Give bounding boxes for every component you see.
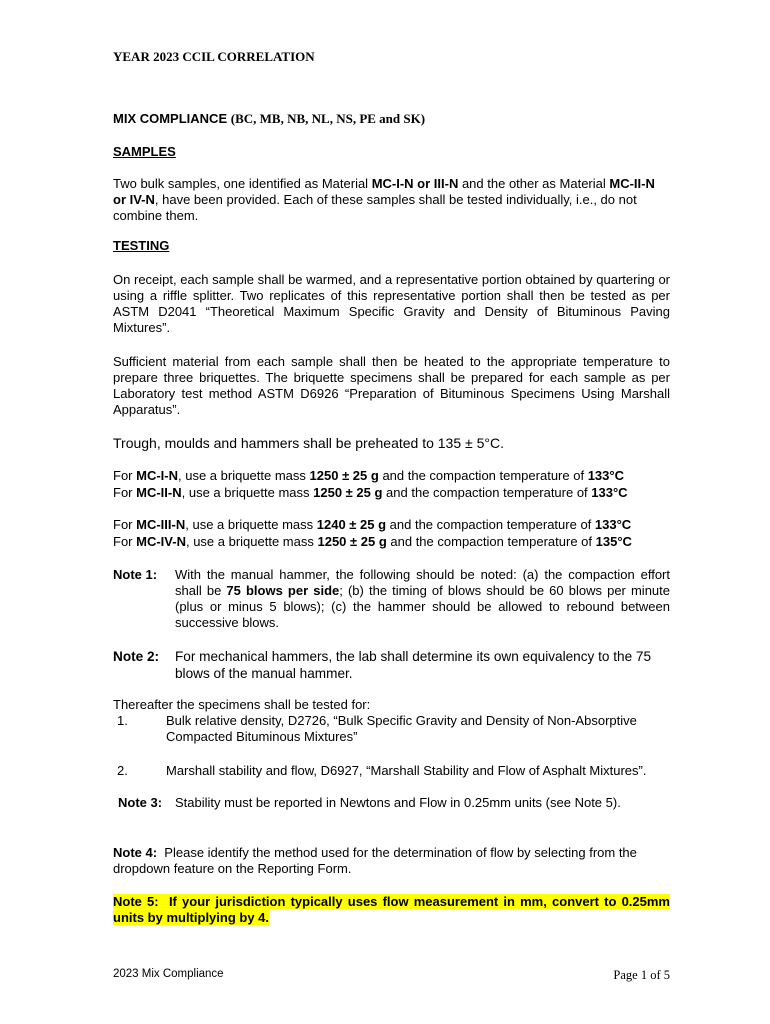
material-line-2	[113, 485, 670, 501]
mat-prefix: For	[113, 485, 137, 500]
mat-name: MC-III-N	[136, 517, 186, 532]
note-4-body: Please identify the method used for the determination of flow by selecting from the dropdown feature on the Reporting Form.	[113, 845, 637, 876]
note-2-label: Note 2:	[113, 649, 160, 664]
note-1-text-a: With the manual hammer, the following should be noted: (a) the compaction effort shall be	[175, 567, 670, 598]
mat-mid: , use a briquette mass	[181, 485, 314, 500]
note-3-body: Stability must be reported in Newtons and Flow in 0.25mm units (see Note 5).	[175, 795, 621, 810]
mix-compliance-title: MIX COMPLIANCE	[113, 111, 228, 126]
mat-temp: 133°C	[591, 485, 628, 500]
note-5-highlight	[113, 894, 670, 925]
mat-mass: 1240 ± 25 g	[316, 517, 387, 532]
samples-text-1: Two bulk samples, one identified as Material	[113, 176, 372, 191]
mat-mid: , use a briquette mass	[185, 534, 318, 549]
mat-temp: 133°C	[587, 468, 624, 483]
mat-prefix: For	[113, 534, 137, 549]
note-2-body: For mechanical hammers, the lab shall determine its own equivalency to the 75 blows of the manual hammer.	[175, 649, 652, 681]
note-5-body: If your jurisdiction typically uses flow measurement in mm, convert to 0.25mm units by multiplying by 4.	[113, 894, 670, 925]
testing-heading: TESTING	[113, 238, 170, 253]
item-number: 2.	[117, 763, 128, 778]
note-1-text-b: ; (b) the timing of blows should be 60 blows per minute (plus or minus 5 blows); (c) the hammer should be allowed to rebound between successive blows.	[175, 583, 670, 630]
material-line-3	[113, 517, 670, 533]
mat-prefix: For	[113, 468, 137, 483]
mat-mass: 1250 ± 25 g	[317, 534, 387, 549]
document-page	[113, 0, 670, 1024]
note-1-bold: 75 blows per side	[226, 583, 340, 598]
mat-mid2: and the compaction temperature of	[378, 468, 588, 483]
mat-mid: , use a briquette mass	[178, 468, 310, 483]
material-1: MC-I-N or III-N	[371, 176, 459, 191]
mat-temp: 133°C	[594, 517, 632, 532]
page-number: Page 1 of 5	[613, 968, 670, 982]
samples-heading: SAMPLES	[113, 144, 176, 159]
mat-mid2: and the compaction temperature of	[386, 534, 596, 549]
footer-title: 2023 Mix Compliance	[113, 968, 224, 980]
note-5-label: Note 5:	[113, 894, 159, 909]
tested-for-intro: Thereafter the specimens shall be tested for:	[113, 697, 371, 712]
mat-mid2: and the compaction temperature of	[386, 517, 595, 532]
mat-name: MC-II-N	[136, 485, 182, 500]
mat-temp: 135°C	[595, 534, 632, 549]
note-3-label: Note 3:	[118, 795, 163, 810]
mat-name: MC-IV-N	[136, 534, 186, 549]
samples-text-2: and the other as Material	[458, 176, 610, 191]
note-1-body	[175, 567, 670, 631]
mat-mass: 1250 ± 25 g	[309, 468, 379, 483]
tested-item-2	[113, 763, 670, 779]
note-4-label: Note 4:	[113, 845, 158, 860]
document-header: YEAR 2023 CCIL CORRELATION	[113, 49, 315, 64]
item-text: Marshall stability and flow, D6927, “Marshall Stability and Flow of Asphalt Mixtures”.	[166, 763, 647, 778]
testing-paragraph-2: Sufficient material from each sample shall then be heated to the appropriate temperature to prepare three briquettes. The briquette specimens shall be prepared for each sample as per Laboratory test method ASTM D6926 “Preparation of Bituminous Specimens Using Marshall Apparatus”.	[113, 354, 670, 417]
note-1-label: Note 1:	[113, 567, 158, 582]
provinces-list: (BC, MB, NB, NL, NS, PE and SK)	[230, 111, 426, 126]
material-2: MC-II-N or IV-N	[113, 176, 655, 207]
mix-compliance-heading	[113, 111, 670, 127]
mat-prefix: For	[113, 517, 137, 532]
note-4	[113, 845, 670, 877]
material-line-1	[113, 468, 670, 484]
material-line-4	[113, 534, 670, 550]
tested-item-1	[113, 713, 670, 745]
note-3	[118, 795, 670, 811]
item-number: 1.	[117, 713, 128, 728]
mat-mass: 1250 ± 25 g	[313, 485, 383, 500]
samples-paragraph	[113, 176, 670, 224]
preheat-instruction: Trough, moulds and hammers shall be preheated to 135 ± 5°C.	[113, 435, 504, 451]
note-5	[113, 894, 670, 926]
testing-paragraph-1: On receipt, each sample shall be warmed, and a representative portion obtained by quartering or using a riffle splitter. Two replicates of this representative portion shall then be tested as per ASTM D2041 “Theoretical Maximum Specific Gravity and Density of Bituminous Paving Mixtures”.	[113, 272, 670, 335]
note-1	[113, 567, 670, 631]
mat-mid: , use a briquette mass	[185, 517, 317, 532]
samples-text-3: , have been provided. Each of these samples shall be tested individually, i.e., do not combine them.	[113, 192, 637, 223]
mat-mid2: and the compaction temperature of	[382, 485, 592, 500]
item-text: Bulk relative density, D2726, “Bulk Specific Gravity and Density of Non-Absorptive Compacted Bituminous Mixtures”	[166, 713, 637, 744]
note-2	[113, 648, 670, 682]
mat-name: MC-I-N	[136, 468, 179, 483]
